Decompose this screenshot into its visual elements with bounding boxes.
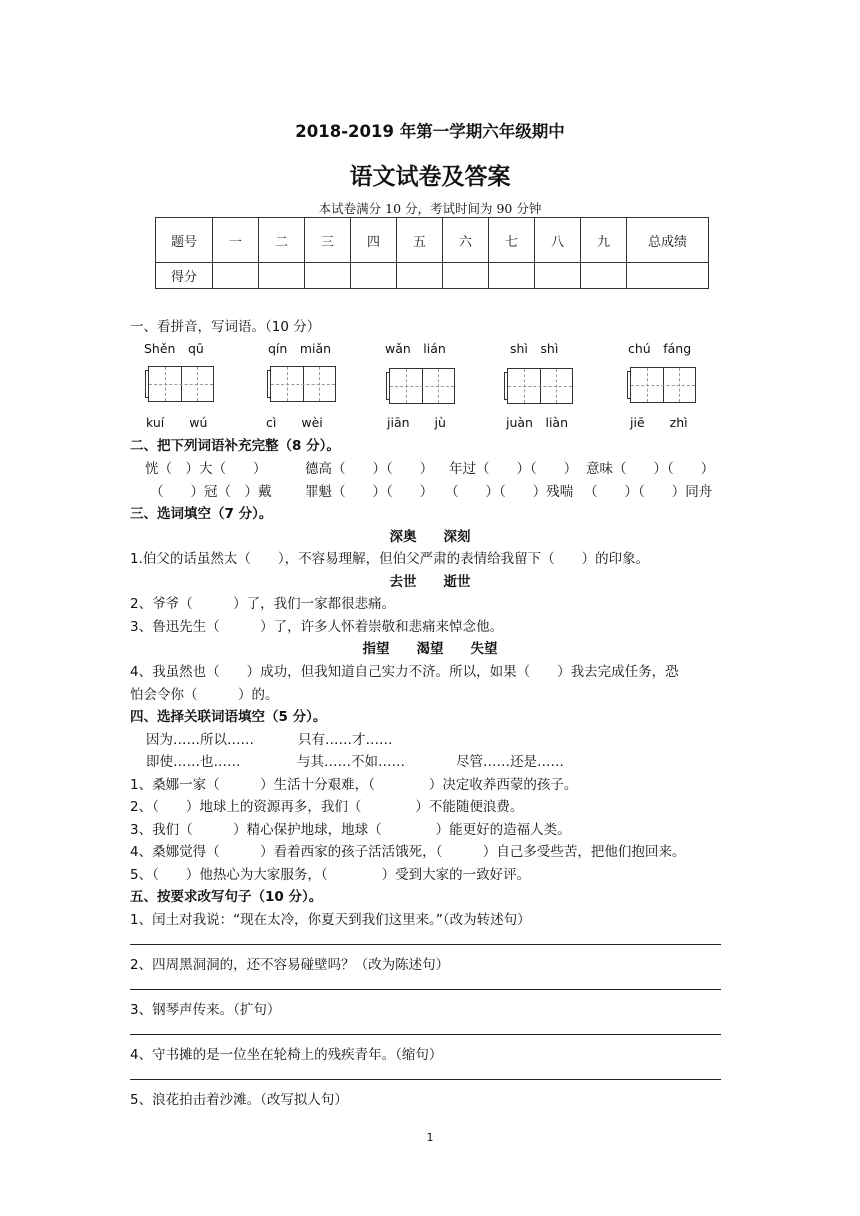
pinyin-bottom: jiē zhì — [630, 415, 688, 430]
exam-title-line1: 2018-2019 年第一学期六年级期中 — [295, 122, 565, 141]
pinyin-bottom: kuí wú — [146, 415, 208, 430]
question-text: 5、浪花拍击着沙滩。（改写拟人句） — [130, 1092, 348, 1108]
score-header-cell: 三 — [305, 218, 351, 263]
question-text: 2、四周黑洞洞的，还不容易碰壁吗？（改为陈述句） — [130, 957, 450, 973]
question-text: 3、鲁迅先生（ ）了，许多人怀着崇敬和悲痛来悼念他。 — [130, 619, 504, 635]
score-row-label: 得分 — [156, 263, 213, 289]
question-text: 5、（ ）他热心为大家服务，（ ）受到大家的一致好评。 — [130, 867, 531, 883]
word-choices: 指望 渴望 失望 — [362, 641, 498, 657]
question-text: 1、闰土对我说：“现在太冷，你夏天到我们这里来。”（改为转述句） — [130, 912, 531, 928]
section2-heading: 二、把下列词语补充完整（8 分）。 — [130, 438, 340, 454]
pinyin-top: qín miǎn — [268, 341, 332, 356]
answer-line[interactable] — [130, 944, 721, 945]
question-text: 4、桑娜觉得（ ）看着西家的孩子活活饿死，（ ）自己多受些苦，把他们抱回来。 — [130, 844, 686, 860]
exam-title-line2: 语文试卷及答案 — [349, 164, 511, 190]
score-header-cell: 题号 — [156, 218, 213, 263]
score-header-cell: 七 — [489, 218, 535, 263]
fill-idiom: 德高（ ）（ ） — [305, 461, 434, 477]
question-text: 1、桑娜一家（ ）生活十分艰难，（ ）决定收养西蒙的孩子。 — [130, 777, 578, 793]
writing-grid[interactable] — [507, 368, 573, 404]
score-table-header-row — [156, 218, 709, 263]
pinyin-top: Shěn qū — [144, 341, 204, 356]
word-choices: 深奥 深刻 — [389, 529, 471, 545]
writing-grid[interactable] — [630, 367, 696, 403]
pinyin-top: wǎn lián — [385, 341, 446, 356]
score-cell[interactable] — [627, 263, 709, 289]
score-cell[interactable] — [305, 263, 351, 289]
writing-grid[interactable] — [148, 366, 214, 402]
score-header-cell: 四 — [351, 218, 397, 263]
question-text: 1.伯父的话虽然太（ ），不容易理解，但伯父严肃的表情给我留下（ ）的印象。 — [130, 551, 650, 567]
conjunction-option: 即使……也…… — [146, 754, 241, 770]
question-text: 2、（ ）地球上的资源再多，我们（ ）不能随便浪费。 — [130, 799, 524, 815]
score-cell[interactable] — [581, 263, 627, 289]
fill-idiom: （ ）（ ）残喘 — [445, 484, 574, 500]
writing-grid[interactable] — [389, 368, 455, 404]
score-cell[interactable] — [351, 263, 397, 289]
fill-idiom: （ ）（ ）同舟 — [584, 484, 713, 500]
pinyin-top: chú fáng — [628, 341, 692, 356]
fill-idiom: 年过（ ）（ ） — [449, 461, 578, 477]
answer-line[interactable] — [130, 1079, 721, 1080]
question-text: 4、守书摊的是一位坐在轮椅上的残疾青年。（缩句） — [130, 1047, 443, 1063]
pinyin-bottom: juàn liàn — [506, 415, 569, 430]
score-header-cell: 六 — [443, 218, 489, 263]
fill-idiom: 罪魁（ ）（ ） — [305, 484, 434, 500]
section5-heading: 五、按要求改写句子（10 分）。 — [130, 889, 323, 905]
score-table-score-row — [156, 263, 709, 289]
score-header-cell: 二 — [259, 218, 305, 263]
fill-idiom: 恍（ ）大（ ） — [145, 461, 267, 477]
score-table — [155, 217, 709, 289]
answer-line[interactable] — [130, 1034, 721, 1035]
conjunction-option: 与其……不如…… — [297, 754, 405, 770]
score-header-cell: 一 — [213, 218, 259, 263]
question-text: 3、我们（ ）精心保护地球，地球（ ）能更好的造福人类。 — [130, 822, 571, 838]
exam-subtitle: 本试卷满分 10 分，考试时间为 90 分钟 — [318, 201, 542, 216]
score-header-cell: 八 — [535, 218, 581, 263]
score-cell[interactable] — [535, 263, 581, 289]
question-text: 4、我虽然也（ ）成功，但我知道自己实力不济。所以，如果（ ）我去完成任务，恐 — [130, 664, 679, 680]
page-number: 1 — [426, 1131, 434, 1144]
score-header-cell: 总成绩 — [627, 218, 709, 263]
score-cell[interactable] — [213, 263, 259, 289]
section1-heading: 一、看拼音，写词语。（10 分） — [130, 319, 321, 335]
word-choices: 去世 逝世 — [389, 574, 471, 590]
conjunction-option: 尽管……还是…… — [456, 754, 564, 770]
score-header-cell: 五 — [397, 218, 443, 263]
section4-heading: 四、选择关联词语填空（5 分）。 — [130, 709, 327, 725]
score-header-cell: 九 — [581, 218, 627, 263]
question-text: 2、爷爷（ ）了，我们一家都很悲痛。 — [130, 596, 396, 612]
section3-heading: 三、选词填空（7 分）。 — [130, 506, 273, 522]
question-text: 3、钢琴声传来。（扩句） — [130, 1002, 281, 1018]
pinyin-bottom: jiān jù — [387, 415, 446, 430]
conjunction-option: 因为……所以…… — [146, 732, 254, 748]
score-cell[interactable] — [397, 263, 443, 289]
answer-line[interactable] — [130, 989, 721, 990]
writing-grid[interactable] — [270, 366, 336, 402]
question-text: 怕会令你（ ）的。 — [130, 687, 279, 703]
pinyin-top: shì shì — [510, 341, 559, 356]
score-cell[interactable] — [259, 263, 305, 289]
pinyin-bottom: cì wèi — [266, 415, 323, 430]
score-cell[interactable] — [489, 263, 535, 289]
score-cell[interactable] — [443, 263, 489, 289]
conjunction-option: 只有……才…… — [298, 732, 393, 748]
fill-idiom: （ ）冠（ ）戴 — [150, 484, 272, 500]
fill-idiom: 意味（ ）（ ） — [586, 461, 715, 477]
